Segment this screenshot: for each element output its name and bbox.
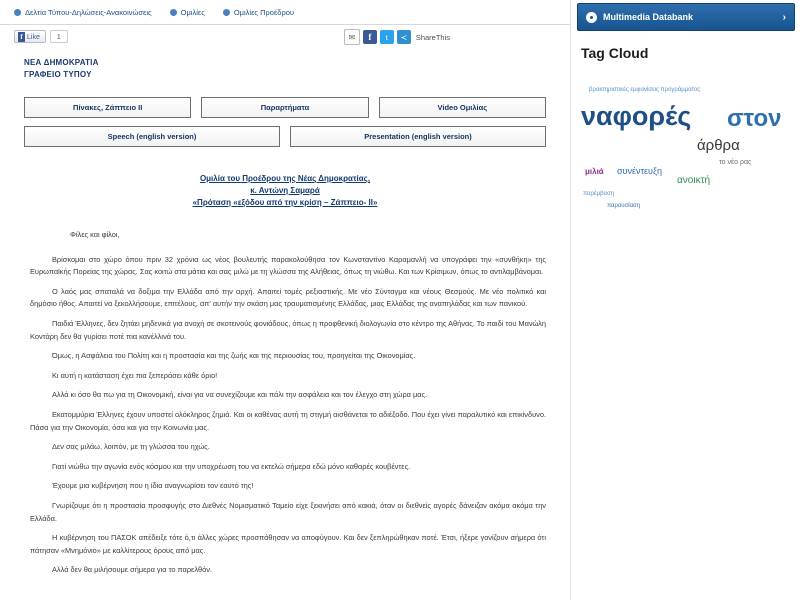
document-paragraph: Αλλά δεν θα μιλήσουμε σήμερα για το παρελθόν. (52, 565, 212, 575)
top-link-label: Ομιλίες (180, 7, 205, 17)
speech-english-button[interactable]: Speech (english version) (24, 126, 280, 147)
document-paragraph: Ο λαός μας σπαταλά να δοξιμα την Ελλάδα από την αρχή. Απαιτεί τομές ρεξιαστικής. Με νέο Σύνταγμα και νέους Θεσμούς. Με νέο πολιτικό και δημόσιο ήθος. Απαιτεί να ξεκολλήσουμε, επιτέλους, απ' αυτήν την σκάση μας τραυματισμένης Ελλάδας, μιας Ελλάδας της αναπηλάδας και των πανικού. (30, 286, 546, 309)
document-title (0, 173, 570, 209)
document-paragraph: Δεν σας μιλάω, λοιπόν, με τη γλώσσα του ηχώς. (52, 442, 210, 452)
tag-item[interactable]: συνέντευξη (617, 166, 663, 176)
document-paragraph: Βρίσκομαι στο χώρο όπου πριν 32 χρόνια ως νέος βουλευτής παρακολούθησα τον Κωνσταντίνο Καραμανλή να υπογράφει την «συνθήκη» της Ευρωπαϊκής Πορείας της χώρας. Σας κοιτώ στα μάτια και σας μιλώ με τη γλώσσα της Αλήθειας, όπως τη νιώθω. Και των Κρίσιμων, όπως το αντιλαμβάνομαι. (30, 254, 546, 277)
tag-item[interactable]: παρουσίαση (607, 203, 641, 209)
document-buttons-row-2 (24, 126, 546, 147)
tag-item[interactable]: ανοικτή (677, 175, 711, 186)
document-title-line-3: «Πρόταση «εξόδου από την κρίση – Ζάππειο- ΙΙ» (192, 198, 378, 207)
document-greeting: Φίλες και φίλοι, (70, 230, 120, 239)
multimedia-databank-button[interactable] (577, 3, 795, 31)
tag-item[interactable]: παρέμβαση (583, 191, 615, 197)
share-buttons-group (344, 29, 450, 45)
document-paragraph: Έχουμε μια κυβέρνηση που η ίδια αναγνωρίσει τον εαυτό της! (52, 481, 254, 491)
tag-item[interactable]: βρακτηριστικές εμφανίσεις προγράμματος (589, 87, 701, 93)
multimedia-databank-label: Multimedia Databank (603, 12, 694, 22)
press-office-label: ΓΡΑΦΕΙΟ ΤΥΠΟΥ (24, 70, 92, 79)
sharethis-label[interactable]: ShareThis (415, 32, 450, 42)
tables-zappeio-button[interactable]: Πίνακες, Ζάππειο ΙΙ (24, 97, 191, 118)
document-body (30, 229, 546, 577)
tag-cloud (577, 71, 795, 231)
document-paragraph: Γνωρίζουμε ότι η προστασία προσφυγής στο Διεθνές Νομισματικό Ταμείο είχε ξεκινήσει από κακιά, όταν οι διεθνείς αγορές δάνειζαν ακόμα ακόμα την Ελλάδα. (30, 500, 546, 523)
document-title-line-1: Ομιλία του Προέδρου της Νέας Δημοκρατίας, (199, 174, 371, 183)
document-paragraph: Η κυβέρνηση του ΠΑΣΟΚ απέδειξε τότε ό,τι άλλες χώρες προσπάθησαν να αποφύγουν. Και δεν ξεπληρώθηκαν ποτέ. Έτσι, ήξερε γονίζουν σήμερα ότι πάτησαν «Μνημόνιο» με καλλίτερους όρους από μας. (30, 533, 546, 555)
top-link-press-releases[interactable] (14, 8, 152, 17)
disc-icon (586, 12, 597, 23)
organization-name: ΝΕΑ ΔΗΜΟΚΡΑΤΙΑ (24, 58, 99, 67)
top-link-label: Ομιλίες Προέδρου (233, 7, 295, 17)
facebook-like-button[interactable]: f Like (14, 30, 46, 43)
bullet-icon (170, 9, 177, 16)
appendices-button[interactable]: Παραρτήματα (201, 97, 368, 118)
presentation-english-button[interactable]: Presentation (english version) (290, 126, 546, 147)
social-share-row (0, 25, 570, 51)
document-paragraph: Κι αυτή η κατάσταση έχει πια ξεπεράσει κάθε όριο! (52, 370, 218, 380)
top-link-speeches[interactable] (170, 8, 205, 17)
document-paragraph: Παιδιά Έλληνες, δεν ζητάει μηδενικά για ανοχή σε σκοτεινούς φονιάδους, όπως η προφθενική διολογωνία στο κέντρο της Αθήνας. Το παιδί του Μανώλη Κοντάρη δεν θα γυρίσει ποτέ πια κανέλλινά του. (30, 318, 546, 341)
document-paragraph: Αλλά κι όσο θα πω για τη Οικονομική, είναι για να συνεχίζουμε και πάλι την ασφάλεια και τον έλεγχο στη χώρα μας. (52, 390, 428, 400)
facebook-like-count: 1 (50, 30, 68, 43)
document-title-line-2: κ. Αντώνη Σαμαρά (250, 186, 320, 195)
bullet-icon (14, 9, 21, 16)
chevron-right-icon: › (782, 11, 786, 23)
document-paragraph: Όμως, η Ασφάλεια του Πολίτη και η προστασία και της ζωής και της περιουσίας του, προηγείται της Οικονομίας. (52, 351, 416, 361)
top-links-bar (0, 0, 570, 25)
document-buttons-row-1 (24, 97, 546, 118)
facebook-like-widget[interactable] (14, 30, 68, 43)
tag-cloud-title: Tag Cloud (581, 45, 649, 61)
email-share-icon[interactable]: ✉ (344, 29, 360, 45)
document-paragraph: Εκατομμύρια Έλληνες έχουν υποστεί ολόκληρος ζημιά. Και οι καθένας αυτή τη στιγμή αισθάνεται το αδιέξοδο. Που έχει γίνει παραλυτικό και επικίνδυνο. Πάσα για την Οικονομία, όσα και για την Κοινωνία μας. (30, 409, 546, 432)
sharethis-icon[interactable]: ≺ (397, 30, 411, 44)
tag-item[interactable]: ναφορές (581, 101, 692, 131)
tag-item[interactable]: στον (727, 105, 782, 132)
tag-item[interactable]: το νέο ρας (719, 159, 752, 166)
twitter-share-icon[interactable]: t (380, 30, 394, 44)
video-speech-button[interactable]: Video Ομιλίας (379, 97, 546, 118)
tag-item[interactable]: μιλιά (585, 167, 604, 176)
bullet-icon (223, 9, 230, 16)
top-link-label: Δελτία Τύπου-Δηλώσεις-Ανακοινώσεις (25, 7, 152, 17)
tag-item[interactable]: άρθρα (697, 137, 740, 154)
sidebar (570, 0, 800, 600)
facebook-share-icon[interactable]: f (363, 30, 377, 44)
organization-header (24, 57, 570, 81)
top-link-president-speeches[interactable] (223, 8, 294, 17)
document-paragraph: Γιατί νιώθω την αγωνία ενός κόσμου και την υποχρέωση του να εκτελώ σήμερα εδώ μόνο καθαρές κουβέντες. (52, 461, 411, 471)
document-buttons (0, 97, 570, 147)
